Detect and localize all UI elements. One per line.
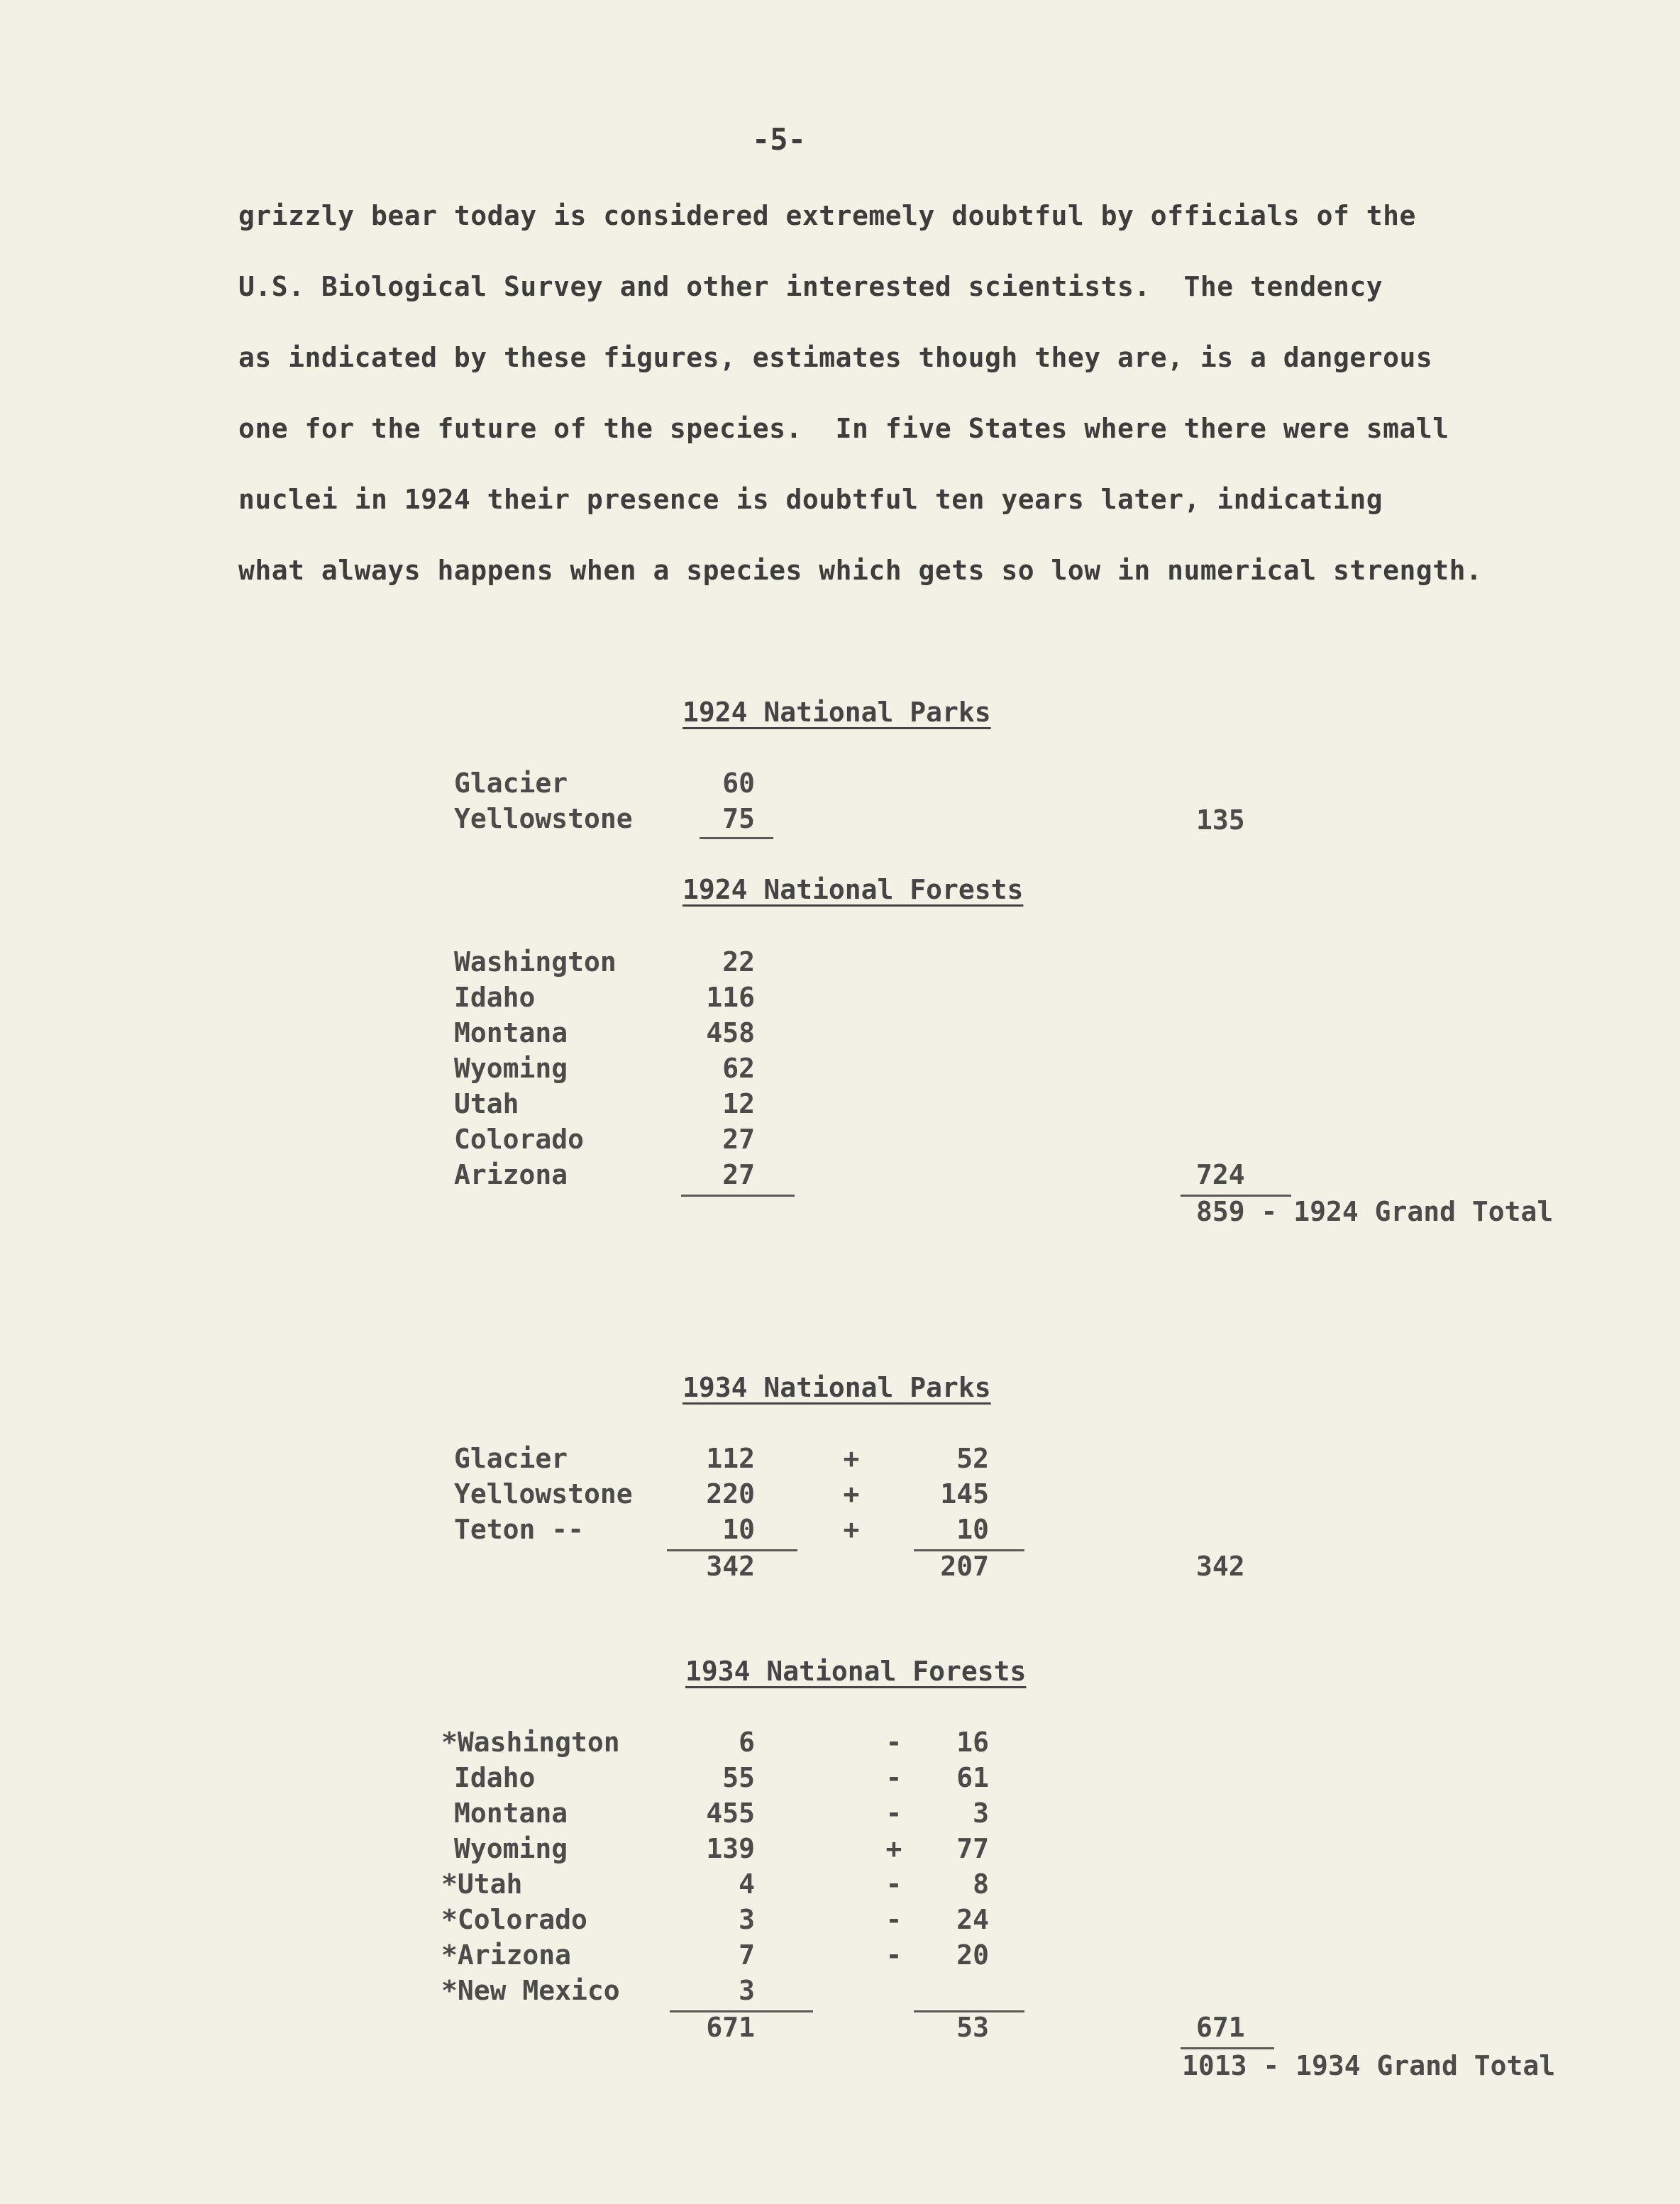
row-label: Colorado (454, 1124, 585, 1155)
row-value: 6 (739, 1727, 755, 1758)
section-heading: 1924 National Forests (682, 874, 1024, 905)
change-sign: - (885, 1727, 902, 1758)
section-heading: 1924 National Parks (682, 697, 991, 728)
row-change: 145 (940, 1478, 989, 1510)
row-value: 27 (722, 1159, 755, 1190)
sum-change: 207 (940, 1551, 989, 1582)
row-value: 116 (706, 982, 755, 1013)
row-value: 458 (706, 1017, 755, 1048)
paragraph-line: nuclei in 1924 their presence is doubtful ten years later, indicating (238, 484, 1383, 515)
row-value: 220 (706, 1478, 755, 1510)
row-change: 52 (956, 1443, 989, 1474)
row-value: 112 (706, 1443, 755, 1474)
row-label: Wyoming (454, 1053, 568, 1084)
change-sign: - (885, 1939, 902, 1971)
row-change: 20 (956, 1939, 989, 1971)
sum-value: 342 (706, 1551, 755, 1582)
paragraph-line: as indicated by these figures, estimates though they are, is a dangerous (238, 342, 1433, 373)
row-label: *Colorado (441, 1904, 587, 1935)
change-sign: + (843, 1478, 860, 1510)
row-value: 10 (722, 1514, 755, 1545)
row-label: *Arizona (441, 1939, 572, 1971)
section-heading: 1934 National Forests (685, 1656, 1027, 1687)
row-change: 3 (973, 1798, 989, 1829)
row-label: Washington (454, 946, 617, 978)
section-total: 671 (1196, 2012, 1245, 2043)
sum-value: 671 (706, 2012, 755, 2043)
change-sign: + (843, 1443, 860, 1474)
grand-total: 859 - 1924 Grand Total (1196, 1196, 1554, 1227)
row-label: *New Mexico (441, 1975, 620, 2006)
page-number: -5- (752, 122, 806, 157)
row-change: 61 (956, 1762, 989, 1793)
row-value: 60 (722, 768, 755, 799)
row-change: 24 (956, 1904, 989, 1935)
row-value: 3 (739, 1975, 755, 2006)
change-sign: - (885, 1868, 902, 1900)
grand-total: 1013 - 1934 Grand Total (1182, 2050, 1556, 2081)
row-value: 22 (722, 946, 755, 978)
row-label: Montana (454, 1798, 568, 1829)
paragraph-line: U.S. Biological Survey and other interested scientists. The tendency (238, 271, 1383, 302)
section-total: 342 (1196, 1551, 1245, 1582)
sum-change: 53 (956, 2012, 989, 2043)
row-change: 16 (956, 1727, 989, 1758)
section-total: 724 (1196, 1159, 1245, 1190)
paragraph-line: one for the future of the species. In five States where there were small (238, 413, 1449, 444)
row-value: 62 (722, 1053, 755, 1084)
sum-rule (1181, 2047, 1274, 2049)
row-value: 139 (706, 1833, 755, 1864)
row-label: Idaho (454, 1762, 536, 1793)
row-label: *Utah (441, 1868, 523, 1900)
row-value: 3 (739, 1904, 755, 1935)
row-change: 8 (973, 1868, 989, 1900)
row-value: 27 (722, 1124, 755, 1155)
row-label: *Washington (441, 1727, 620, 1758)
row-value: 55 (722, 1762, 755, 1793)
paragraph-line: what always happens when a species which gets so low in numerical strength. (238, 555, 1483, 586)
change-sign: - (885, 1762, 902, 1793)
paragraph-line: grizzly bear today is considered extremely doubtful by officials of the (238, 200, 1416, 231)
row-label: Wyoming (454, 1833, 568, 1864)
row-label: Glacier (454, 1443, 568, 1474)
row-label: Arizona (454, 1159, 568, 1190)
row-value: 7 (739, 1939, 755, 1971)
row-value: 455 (706, 1798, 755, 1829)
row-label: Yellowstone (454, 1478, 633, 1510)
row-change: 77 (956, 1833, 989, 1864)
sum-rule (681, 1195, 795, 1197)
change-sign: - (885, 1798, 902, 1829)
row-label: Montana (454, 1017, 568, 1048)
change-sign: - (885, 1904, 902, 1935)
row-label: Teton -- (454, 1514, 585, 1545)
row-label: Glacier (454, 768, 568, 799)
row-value: 75 (722, 803, 755, 834)
row-label: Yellowstone (454, 803, 633, 834)
section-heading: 1934 National Parks (682, 1372, 991, 1403)
row-label: Utah (454, 1088, 519, 1119)
row-value: 4 (739, 1868, 755, 1900)
change-sign: + (885, 1833, 902, 1864)
section-total: 135 (1196, 804, 1245, 836)
row-value: 12 (722, 1088, 755, 1119)
row-change: 10 (956, 1514, 989, 1545)
row-label: Idaho (454, 982, 536, 1013)
sum-rule (700, 837, 773, 839)
change-sign: + (843, 1514, 860, 1545)
